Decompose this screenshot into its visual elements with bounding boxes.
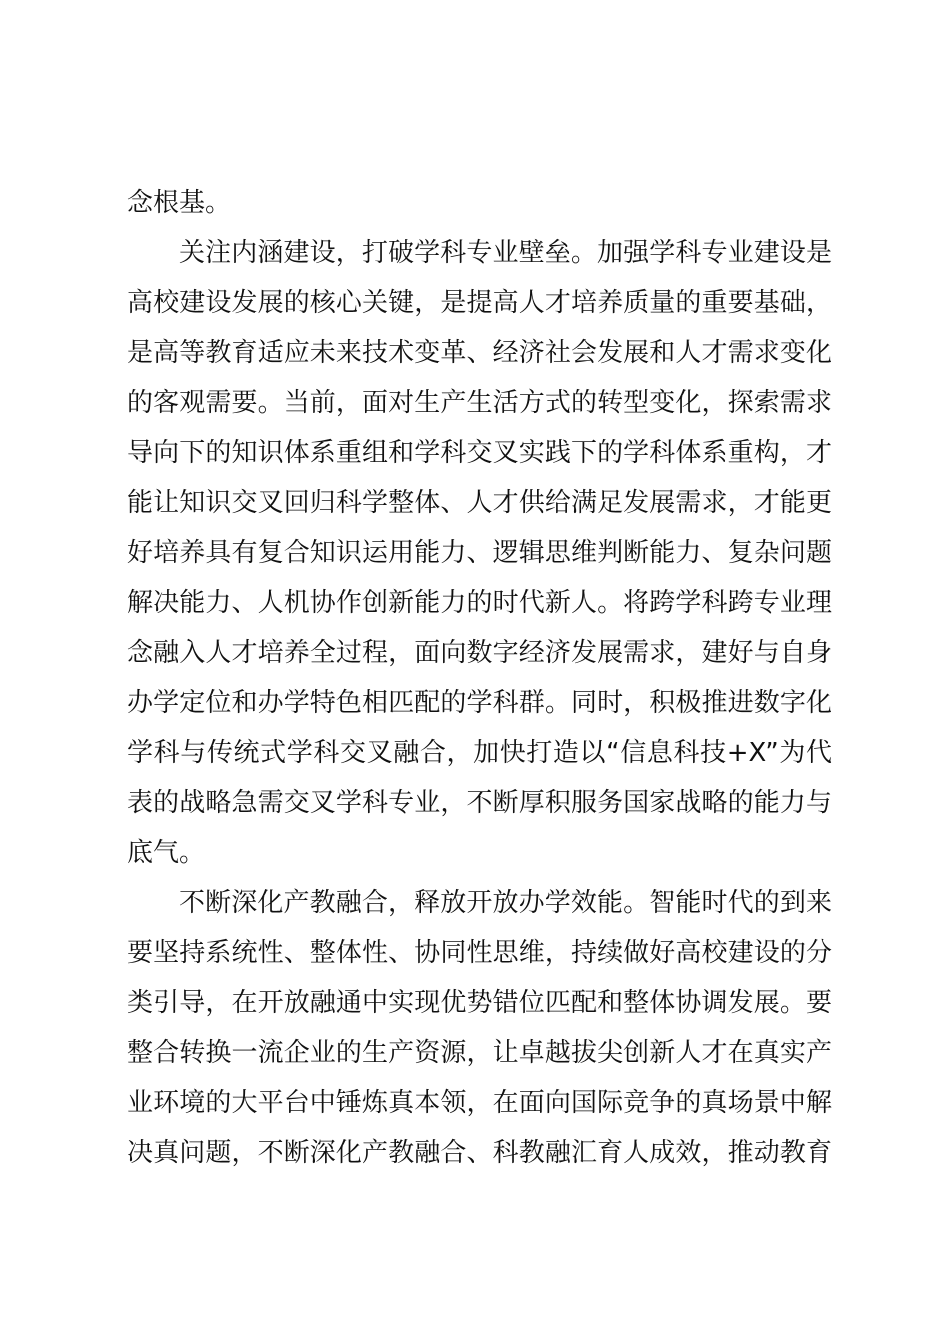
text-line: 表的战略急需交叉学科专业，不断厚积服务国家战略的能力与 [127, 788, 832, 818]
text-line: 底气。 [127, 838, 206, 868]
text-line: 高校建设发展的核心关键，是提高人才培养质量的重要基础， [127, 288, 832, 318]
text-line: 学科与传统式学科交叉融合，加快打造以“信息科技+X”为代 [127, 738, 832, 768]
body-text [127, 178, 832, 1178]
text-line: 业环境的大平台中锤炼真本领，在面向国际竞争的真场景中解 [127, 1088, 832, 1118]
text-line: 类引导，在开放融通中实现优势错位匹配和整体协调发展。要 [127, 988, 832, 1018]
text-line: 要坚持系统性、整体性、协同性思维，持续做好高校建设的分 [127, 938, 832, 968]
text-line: 整合转换一流企业的生产资源，让卓越拔尖创新人才在真实产 [127, 1038, 832, 1068]
text-line: 是高等教育适应未来技术变革、经济社会发展和人才需求变化 [127, 338, 832, 368]
text-line: 关注内涵建设，打破学科专业壁垒。加强学科专业建设是 [179, 238, 832, 268]
text-line: 办学定位和办学特色相匹配的学科群。同时，积极推进数字化 [127, 688, 832, 718]
text-line: 导向下的知识体系重组和学科交叉实践下的学科体系重构，才 [127, 438, 832, 468]
text-line: 的客观需要。当前，面对生产生活方式的转型变化，探索需求 [127, 388, 832, 418]
text-line: 念根基。 [127, 188, 232, 218]
text-line: 解决能力、人机协作创新能力的时代新人。将跨学科跨专业理 [127, 588, 832, 618]
text-line: 能让知识交叉回归科学整体、人才供给满足发展需求，才能更 [127, 488, 832, 518]
text-line: 不断深化产教融合，释放开放办学效能。智能时代的到来 [179, 888, 832, 918]
text-line: 决真问题，不断深化产教融合、科教融汇育人成效，推动教育 [127, 1138, 832, 1168]
text-line: 念融入人才培养全过程，面向数字经济发展需求，建好与自身 [127, 638, 832, 668]
text-line: 好培养具有复合知识运用能力、逻辑思维判断能力、复杂问题 [127, 538, 832, 568]
